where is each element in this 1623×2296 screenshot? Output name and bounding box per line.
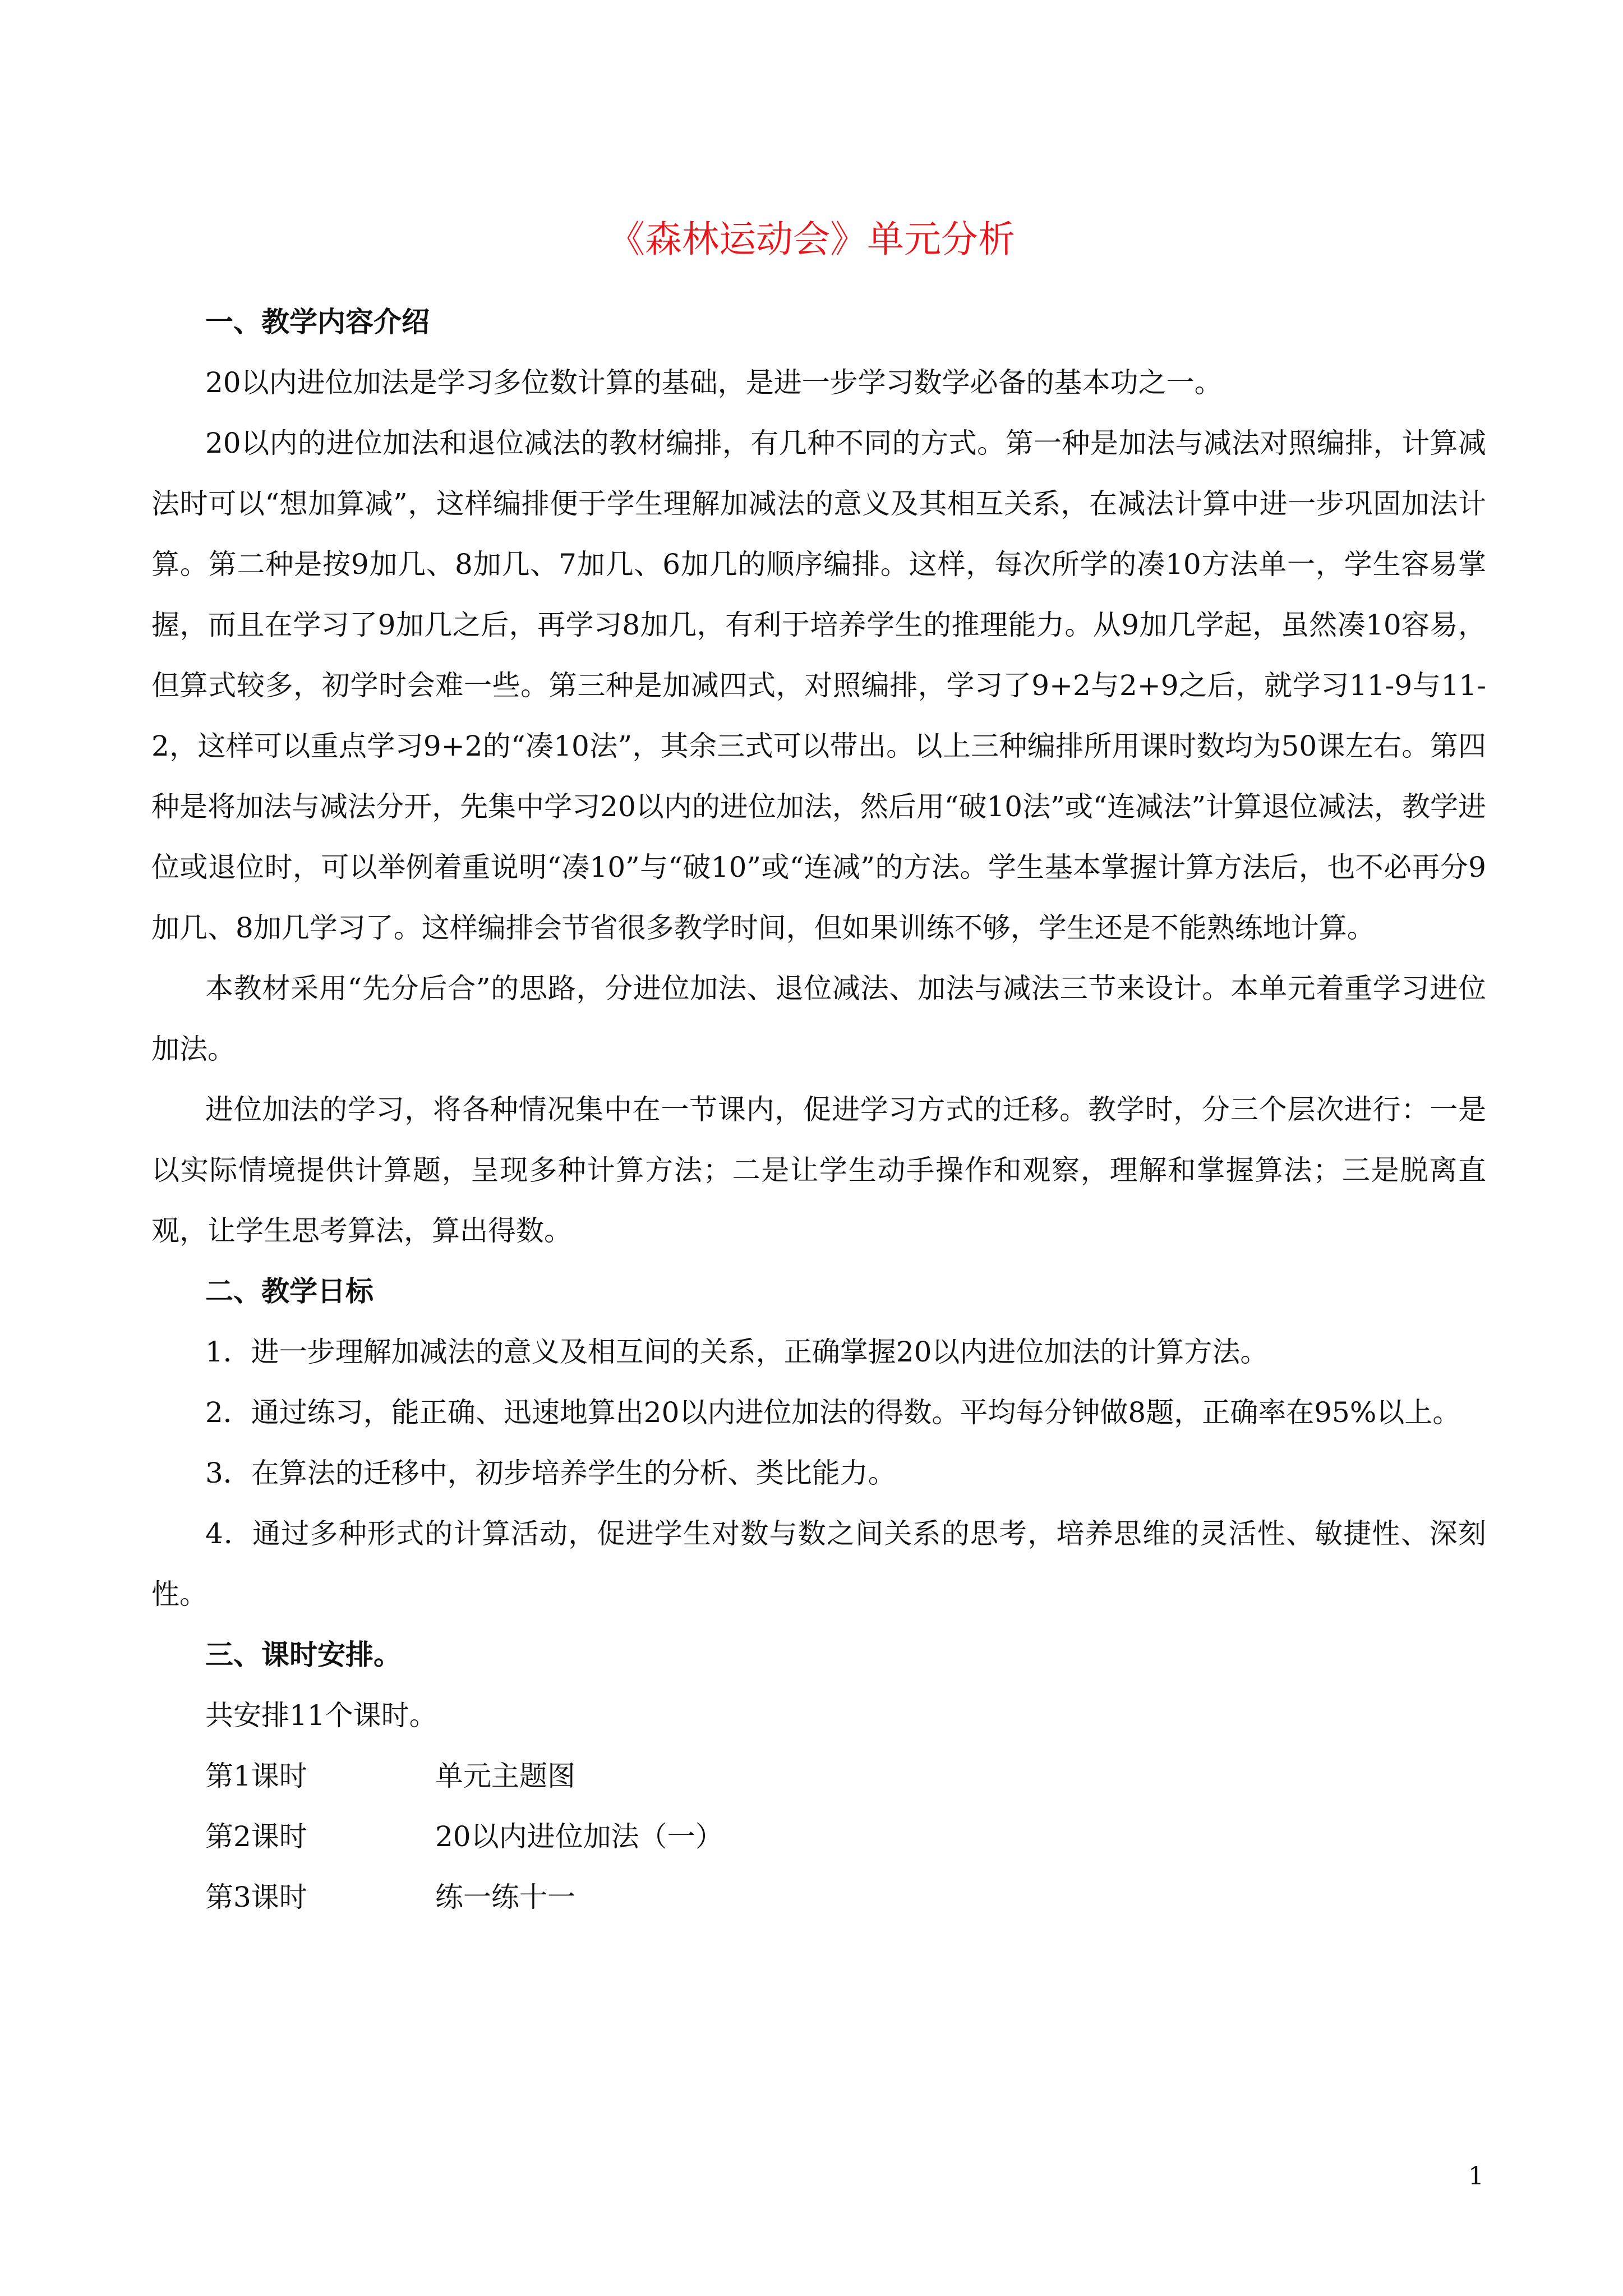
paragraph: 本教材采用“先分后合”的思路，分进位加法、退位减法、加法与减法三节来设计。本单元着重学习进位加法。 (151, 972, 1486, 1065)
list-item: 3．在算法的迁移中，初步培养学生的分析、类比能力。 (205, 1457, 896, 1489)
schedule-topic: 单元主题图 (435, 1760, 575, 1792)
schedule-lesson: 第2课时 (205, 1820, 307, 1853)
list-item: 2．通过练习，能正确、迅速地算出20以内进位加法的得数。平均每分钟做8题，正确率在95%以上。 (205, 1396, 1461, 1429)
schedule-row (151, 1746, 1486, 1806)
document-title: 《森林运动会》单元分析 (608, 218, 1015, 261)
document-body (151, 292, 1486, 1927)
list-item: 4．通过多种形式的计算活动，促进学生对数与数之间关系的思考，培养思维的灵活性、敏捷性、深刻性。 (151, 1517, 1486, 1611)
paragraph: 20以内的进位加法和退位减法的教材编排，有几种不同的方式。第一种是加法与减法对照编排，计算减法时可以“想加算减”，这样编排便于学生理解加减法的意义及其相互关系，在减法计算中进一步巩固加法计算。第二种是按9加几、8加几、7加几、6加几的顺序编排。这样，每次所学的凑10方法单一，学生容易掌握，而且在学习了9加几之后，再学习8加几，有利于培养学生的推理能力。从9加几学起，虽然凑10容易，但算式较多，初学时会难一些。第三种是加减四式，对照编排，学习了9+2与2+9之后，就学习11-9与11-2，这样可以重点学习9+2的“凑10法”，其余三式可以带出。以上三种编排所用课时数均为50课左右。第四种是将加法与减法分开，先集中学习20以内的进位加法，然后用“破10法”或“连减法”计算退位减法，教学进位或退位时，可以举例着重说明“凑10”与“破10”或“连减”的方法。学生基本掌握计算方法后，也不必再分9加几、8加几学习了。这样编排会节省很多教学时间，但如果训练不够，学生还是不能熟练地计算。 (151, 427, 1486, 944)
schedule-row (151, 1867, 1486, 1927)
section-heading: 二、教学日标 (205, 1275, 374, 1308)
section-heading: 三、课时安排。 (205, 1639, 402, 1671)
schedule-lesson: 第3课时 (205, 1881, 307, 1913)
schedule-lesson: 第1课时 (205, 1760, 307, 1792)
schedule-topic: 练一练十一 (435, 1881, 575, 1913)
schedule-row (151, 1806, 1486, 1867)
list-item: 1．进一步理解加减法的意义及相互间的关系，正确掌握20以内进位加法的计算方法。 (205, 1336, 1269, 1368)
paragraph: 20以内进位加法是学习多位数计算的基础，是进一步学习数学必备的基本功之一。 (205, 366, 1223, 399)
section-heading: 一、教学内容介绍 (205, 306, 430, 338)
paragraph: 进位加法的学习，将各种情况集中在一节课内，促进学习方式的迁移。教学时，分三个层次进行：一是以实际情境提供计算题，呈现多种计算方法；二是让学生动手操作和观察，理解和掌握算法；三是脱离直观，让学生思考算法，算出得数。 (151, 1093, 1486, 1247)
paragraph: 共安排11个课时。 (205, 1699, 437, 1732)
schedule-topic: 20以内进位加法（一） (435, 1820, 723, 1853)
page-number: 1 (1468, 2162, 1484, 2191)
